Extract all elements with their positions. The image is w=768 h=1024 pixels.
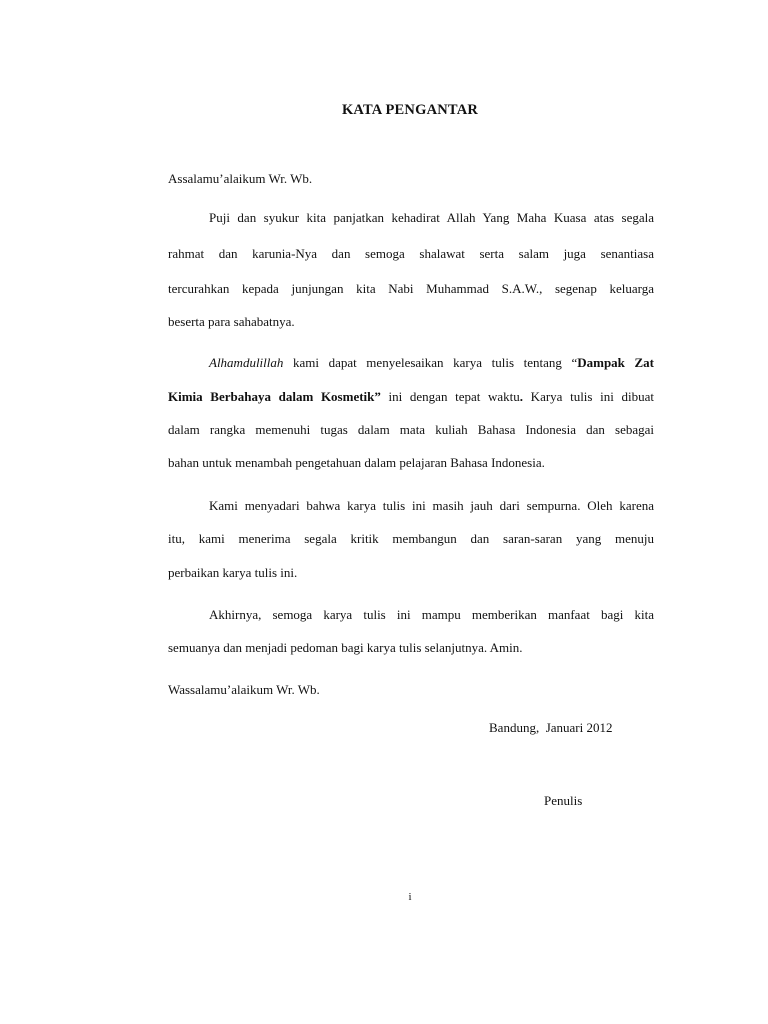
bold-title-part-2: Kimia Berbahaya dalam Kosmetik” [168, 389, 381, 404]
closing-greeting: Wassalamu’alaikum Wr. Wb. [168, 682, 320, 697]
paragraph-3-line-2: itu, kami menerima segala kritik membangun dan saran-saran yang menuju [168, 531, 654, 546]
paragraph-2-line-2 [168, 389, 654, 405]
italic-word: Alhamdulillah [209, 355, 284, 370]
paragraph-4-line-1: Akhirnya, semoga karya tulis ini mampu memberikan manfaat bagi kita [209, 607, 654, 622]
page-title: KATA PENGANTAR [341, 102, 479, 118]
author-label: Penulis [544, 793, 583, 808]
bold-title-part-1: Dampak Zat [577, 355, 655, 370]
bold-period: . [519, 389, 524, 404]
paragraph-1-line-1: Puji dan syukur kita panjatkan kehadirat Allah Yang Maha Kuasa atas segala [209, 210, 654, 225]
page-number: i [408, 891, 412, 903]
paragraph-2-line-3: dalam rangka memenuhi tugas dalam mata kuliah Bahasa Indonesia dan sebagai [168, 422, 654, 437]
paragraph-2-line-4: bahan untuk menambah pengetahuan dalam pelajaran Bahasa Indonesia. [168, 455, 545, 470]
paragraph-2-text: kami dapat menyelesaikan karya tulis tentang “ [283, 355, 578, 370]
paragraph-1-line-4: beserta para sahabatnya. [168, 314, 295, 329]
place-and-date: Bandung, Januari 2012 [489, 720, 613, 735]
paragraph-1-line-3: tercurahkan kepada junjungan kita Nabi Muhammad S.A.W., segenap keluarga [168, 281, 654, 296]
paragraph-1-line-2: rahmat dan karunia-Nya dan semoga shalawat serta salam juga senantiasa [168, 246, 654, 261]
paragraph-2-text: Karya tulis ini dibuat [523, 389, 654, 404]
paragraph-2-text: ini dengan tepat waktu [380, 389, 520, 404]
greeting: Assalamu’alaikum Wr. Wb. [168, 171, 313, 186]
paragraph-3-line-1: Kami menyadari bahwa karya tulis ini masih jauh dari sempurna. Oleh karena [209, 498, 654, 513]
paragraph-4-line-2: semuanya dan menjadi pedoman bagi karya tulis selanjutnya. Amin. [168, 640, 523, 655]
paragraph-3-line-3: perbaikan karya tulis ini. [168, 565, 298, 580]
paragraph-2-line-1 [209, 355, 654, 371]
